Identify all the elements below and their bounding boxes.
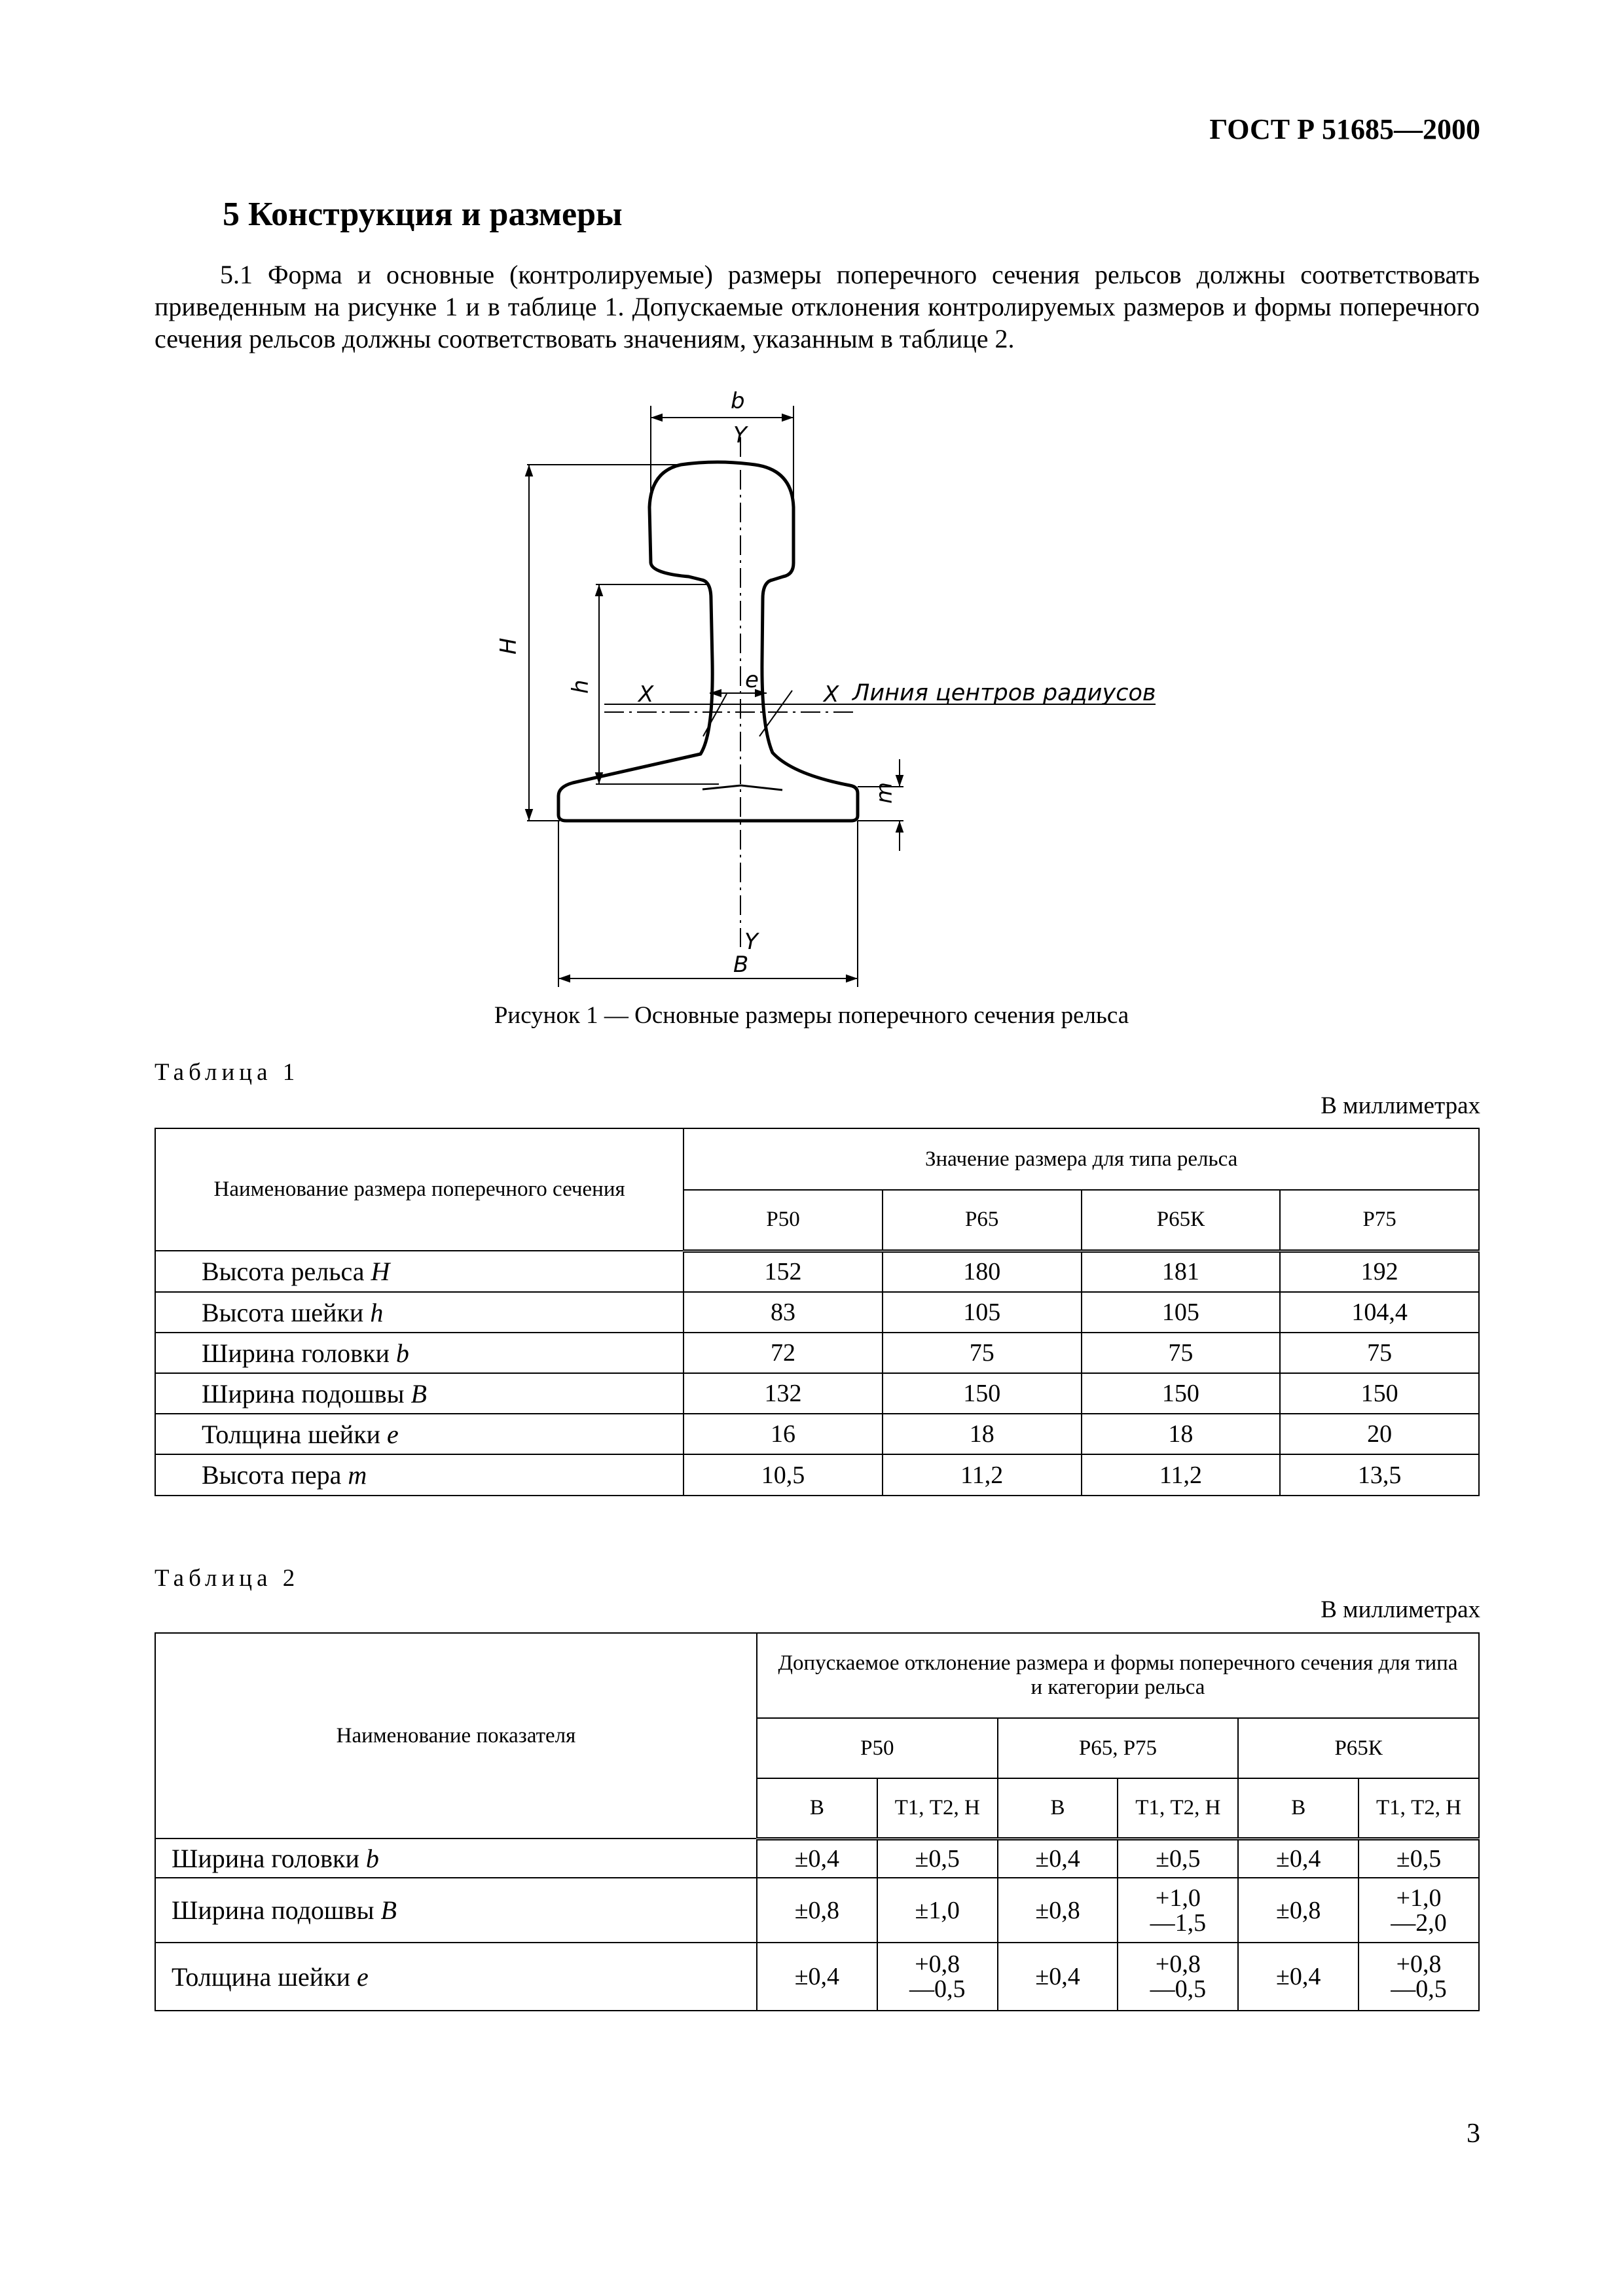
cell-value: 75 — [1082, 1333, 1281, 1373]
table1-label: Таблица 1 — [155, 1059, 300, 1086]
table1-units: В миллиметрах — [1321, 1092, 1480, 1119]
cell-value: ±0,4 — [998, 1943, 1118, 2011]
cell-value: 72 — [684, 1333, 883, 1373]
label-m: m — [871, 781, 898, 804]
table1-header-type: Р65К — [1082, 1190, 1281, 1251]
row-name: Высота шейки h — [155, 1292, 684, 1333]
cell-value: ±0,4 — [757, 1839, 877, 1878]
label-b: b — [731, 388, 745, 414]
cell-value: 18 — [1082, 1414, 1281, 1454]
label-B: B — [733, 952, 749, 978]
table1-header-type: Р65 — [883, 1190, 1082, 1251]
cell-value: ±0,8 — [1238, 1878, 1359, 1943]
table1 — [155, 1128, 1480, 1496]
cell-value: 11,2 — [883, 1454, 1082, 1496]
cell-value: 10,5 — [684, 1454, 883, 1496]
table2-header-category: В — [998, 1778, 1118, 1839]
label-h: h — [568, 679, 594, 694]
label-y-top: Y — [733, 422, 747, 448]
table2-header-category: Т1, Т2, Н — [1118, 1778, 1238, 1839]
cell-value: 150 — [1082, 1373, 1281, 1414]
label-e: e — [745, 667, 759, 693]
cell-value: ±0,5 — [1118, 1839, 1238, 1878]
cell-value: 150 — [883, 1373, 1082, 1414]
label-line-of-centers: Линия центров радиусов — [852, 680, 1156, 706]
cell-value: 150 — [1280, 1373, 1479, 1414]
cell-value: +1,0 —1,5 — [1118, 1878, 1238, 1943]
label-H: H — [496, 637, 522, 655]
cell-value: ±1,0 — [877, 1878, 998, 1943]
table-row — [155, 1414, 1479, 1454]
table2-header-category: В — [757, 1778, 877, 1839]
cell-value: 16 — [684, 1414, 883, 1454]
label-x-left: X — [638, 681, 654, 708]
table1-header-name: Наименование размера поперечного сечения — [155, 1128, 684, 1251]
table-row — [155, 1839, 1479, 1878]
cell-value: 75 — [1280, 1333, 1479, 1373]
cell-value: 105 — [1082, 1292, 1281, 1333]
cell-value: ±0,8 — [998, 1878, 1118, 1943]
row-name: Ширина подошвы B — [155, 1878, 757, 1943]
table2-header-rail-group: Р50 — [757, 1718, 998, 1778]
table-row — [155, 1292, 1479, 1333]
cell-value: 104,4 — [1280, 1292, 1479, 1333]
table1-header-type: Р75 — [1280, 1190, 1479, 1251]
row-name: Толщина шейки e — [155, 1414, 684, 1454]
cell-value: +0,8 —0,5 — [1359, 1943, 1479, 2011]
cell-value: 18 — [883, 1414, 1082, 1454]
cell-value: 132 — [684, 1373, 883, 1414]
rail-cross-section-figure — [484, 386, 1178, 995]
cell-value: 83 — [684, 1292, 883, 1333]
table2-header-group: Допускаемое отклонение размера и формы поперечного сечения для типа и категории рельса — [757, 1633, 1479, 1718]
cell-value: +0,8 —0,5 — [877, 1943, 998, 2011]
table2-units: В миллиметрах — [1321, 1596, 1480, 1623]
cell-value: 11,2 — [1082, 1454, 1281, 1496]
table1-header-type: Р50 — [684, 1190, 883, 1251]
page-number: 3 — [1467, 2119, 1480, 2149]
cell-value: 20 — [1280, 1414, 1479, 1454]
figure-caption: Рисунок 1 — Основные размеры поперечного сечения рельса — [494, 1002, 1129, 1029]
section-title: 5 Конструкция и размеры — [223, 196, 623, 233]
cell-value: ±0,8 — [757, 1878, 877, 1943]
table-row — [155, 1333, 1479, 1373]
cell-value: +0,8 —0,5 — [1118, 1943, 1238, 2011]
table2-header-name: Наименование показателя — [155, 1633, 757, 1839]
table2-label: Таблица 2 — [155, 1565, 300, 1592]
row-name: Толщина шейки e — [155, 1943, 757, 2011]
row-name: Ширина подошвы B — [155, 1373, 684, 1414]
table-row — [155, 1373, 1479, 1414]
table2-header-category: Т1, Т2, Н — [1359, 1778, 1479, 1839]
table-row — [155, 1454, 1479, 1496]
table2 — [155, 1632, 1480, 2011]
intro-paragraph: 5.1 Форма и основные (контролируемые) размеры поперечного сечения рельсов должны соответствовать приведенным на рисунке 1 и в таблице 1. Допускаемые отклонения контролируемых размеров и формы поперечного сечения рельсов должны соответствовать значениям, указанным в таблице 2. — [155, 260, 1480, 353]
cell-value: ±0,5 — [877, 1839, 998, 1878]
table-row — [155, 1943, 1479, 2011]
table2-header-category: Т1, Т2, Н — [877, 1778, 998, 1839]
cell-value: ±0,4 — [1238, 1943, 1359, 2011]
standard-number: ГОСТ Р 51685—2000 — [1209, 113, 1480, 145]
cell-value: ±0,5 — [1359, 1839, 1479, 1878]
table-row — [155, 1878, 1479, 1943]
cell-value: 75 — [883, 1333, 1082, 1373]
table2-header-rail-group: Р65, Р75 — [998, 1718, 1239, 1778]
cell-value: ±0,4 — [1238, 1839, 1359, 1878]
cell-value: 105 — [883, 1292, 1082, 1333]
table1-header-group: Значение размера для типа рельса — [684, 1128, 1479, 1190]
cell-value: 152 — [684, 1251, 883, 1292]
cell-value: ±0,4 — [757, 1943, 877, 2011]
label-x-right: X — [824, 681, 839, 708]
table-row — [155, 1251, 1479, 1292]
cell-value: 13,5 — [1280, 1454, 1479, 1496]
row-name: Ширина головки b — [155, 1839, 757, 1878]
label-y-bottom: Y — [744, 929, 758, 955]
table2-header-rail-group: Р65К — [1238, 1718, 1479, 1778]
cell-value: ±0,4 — [998, 1839, 1118, 1878]
cell-value: +1,0 —2,0 — [1359, 1878, 1479, 1943]
rail-profile-outline — [558, 462, 858, 821]
cell-value: 192 — [1280, 1251, 1479, 1292]
row-name: Высота рельса H — [155, 1251, 684, 1292]
cell-value: 181 — [1082, 1251, 1281, 1292]
cell-value: 180 — [883, 1251, 1082, 1292]
row-name: Высота пера m — [155, 1454, 684, 1496]
table2-header-category: В — [1238, 1778, 1359, 1839]
row-name: Ширина головки b — [155, 1333, 684, 1373]
